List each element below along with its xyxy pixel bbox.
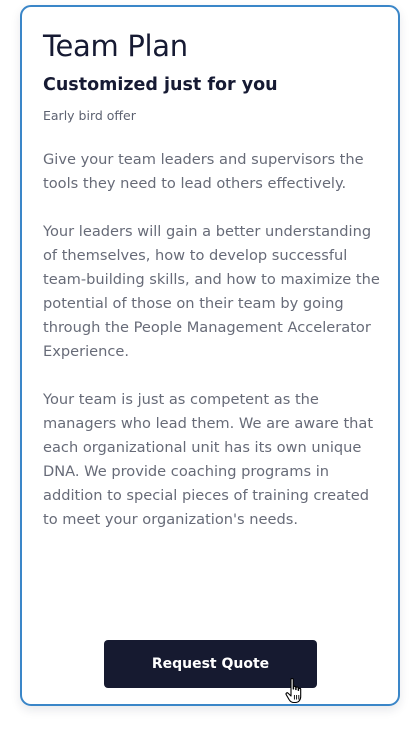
hand-pointer-icon — [284, 677, 306, 705]
description-paragraph: Give your team leaders and supervisors the tools they need to lead others effectively. — [43, 151, 364, 192]
request-quote-button[interactable]: Request Quote — [104, 640, 317, 688]
offer-tag: Early bird offer — [43, 108, 136, 123]
description-paragraph: Your team is just as competent as the managers who lead them. We are aware that each organizational unit has its own unique DNA. We provide coaching programs in addition to special pieces of training created to meet your organization's needs. — [43, 391, 374, 528]
description-paragraph: Your leaders will gain a better understanding of themselves, how to develop successful team-building skills, and how to maximize the potential of those on their team by going through the People Management Accelerator Experience. — [43, 223, 380, 360]
plan-title: Team Plan — [43, 29, 188, 63]
plan-description — [43, 148, 381, 556]
pricing-card — [20, 5, 400, 706]
plan-subtitle: Customized just for you — [43, 75, 278, 95]
